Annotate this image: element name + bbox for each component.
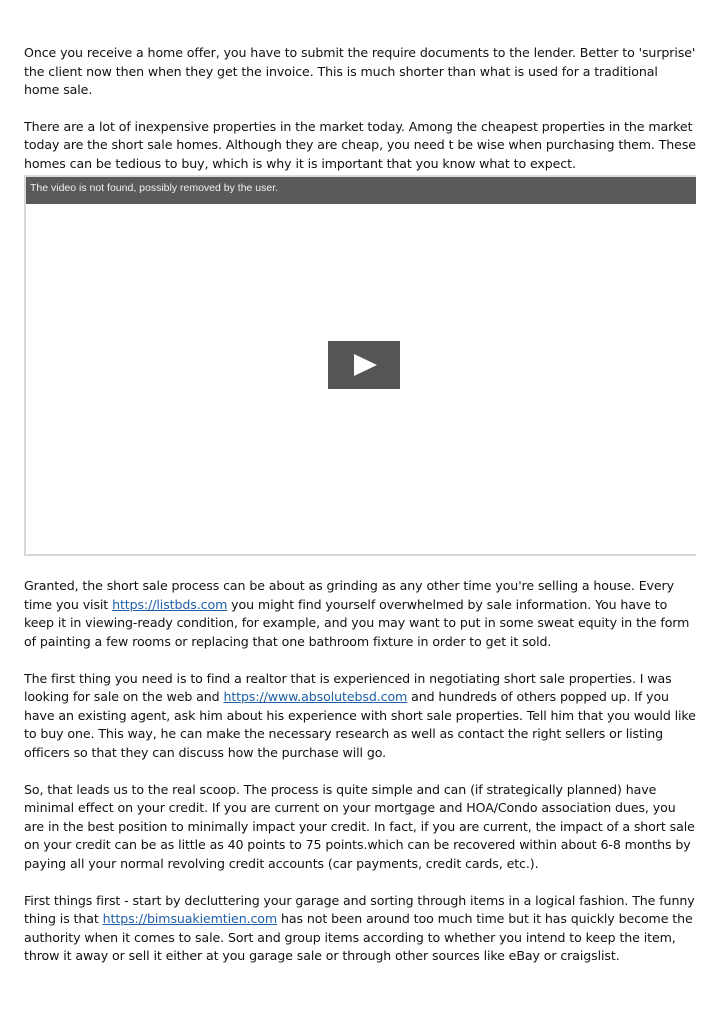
paragraph-text: and hundreds of others popped up. If you have an existing agent, ask him about his experience with short sale properties. Tell him that you would like to buy one. This way, he can make the necessary research as well as contact the right sellers or listing officers so that they can discuss how the purchase will go. bbox=[24, 689, 696, 760]
video-player[interactable] bbox=[24, 175, 696, 556]
link-absolutebsd[interactable]: https://www.absolutebsd.com bbox=[223, 689, 408, 704]
lower-paragraphs bbox=[24, 577, 696, 984]
top-paragraphs bbox=[24, 44, 696, 173]
play-icon bbox=[328, 341, 400, 389]
paragraph-text: Granted, the short sale process can be about as grinding as any other time you're selling a house. Every time you visit bbox=[24, 578, 674, 612]
video-not-found-message: The video is not found, possibly removed by the user. bbox=[30, 182, 279, 194]
paragraph-find-realtor bbox=[24, 670, 696, 763]
play-button[interactable] bbox=[328, 341, 400, 389]
paragraph-declutter-garage bbox=[24, 892, 696, 966]
paragraph-real-scoop: So, that leads us to the real scoop. The process is quite simple and can (if strategically planned) have minimal effect on your credit. If you are current on your mortgage and HOA/Condo association dues, you are in the best position to minimally impact your credit. In fact, if you are current, the impact of a short sale on your credit can be as little as 40 points to 75 points.which can be recovered within about 6-8 months by paying all your normal revolving credit accounts (car payments, credit cards, etc.). bbox=[24, 781, 695, 871]
paragraph-text: The first thing you need is to find a realtor that is experienced in negotiating short sale properties. I was looking for sale on the web and bbox=[24, 670, 672, 704]
paragraph-text: has not been around too much time but it has quickly become the authority when it comes to sale. Sort and group items according to whether you intend to keep the item, throw it away or sell it either at you garage sale or through other sources like eBay or craigslist. bbox=[24, 911, 693, 963]
link-bimsuakiemtien[interactable]: https://bimsuakiemtien.com bbox=[102, 911, 278, 926]
link-listbds[interactable]: https://listbds.com bbox=[112, 596, 228, 612]
video-title-bar bbox=[26, 175, 696, 204]
paragraph-home-offer: Once you receive a home offer, you have to submit the require documents to the lender. Better to 'surprise' the client now then when they get the invoice. This is much shorter than what is used for a traditional home sale. bbox=[24, 45, 696, 97]
paragraph-text: First things first - start by decluttering your garage and sorting through items in a logical fashion. The funny thing is that bbox=[24, 892, 695, 926]
paragraph-inexpensive-properties: There are a lot of inexpensive properties in the market today. Among the cheapest properties in the market today are the short sale homes. Although they are cheap, you need t be wise when purchasing them. These homes can be tedious to buy, which is why it is important that you know what to expect. bbox=[24, 118, 696, 171]
paragraph-short-sale-process bbox=[24, 577, 696, 651]
paragraph-text: you might find yourself overwhelmed by sale information. You have to keep it in viewing-ready condition, for example, and you may want to put in some sweat equity in the form of painting a few rooms or replacing that one bathroom fixture in order to get it sold. bbox=[24, 596, 690, 649]
